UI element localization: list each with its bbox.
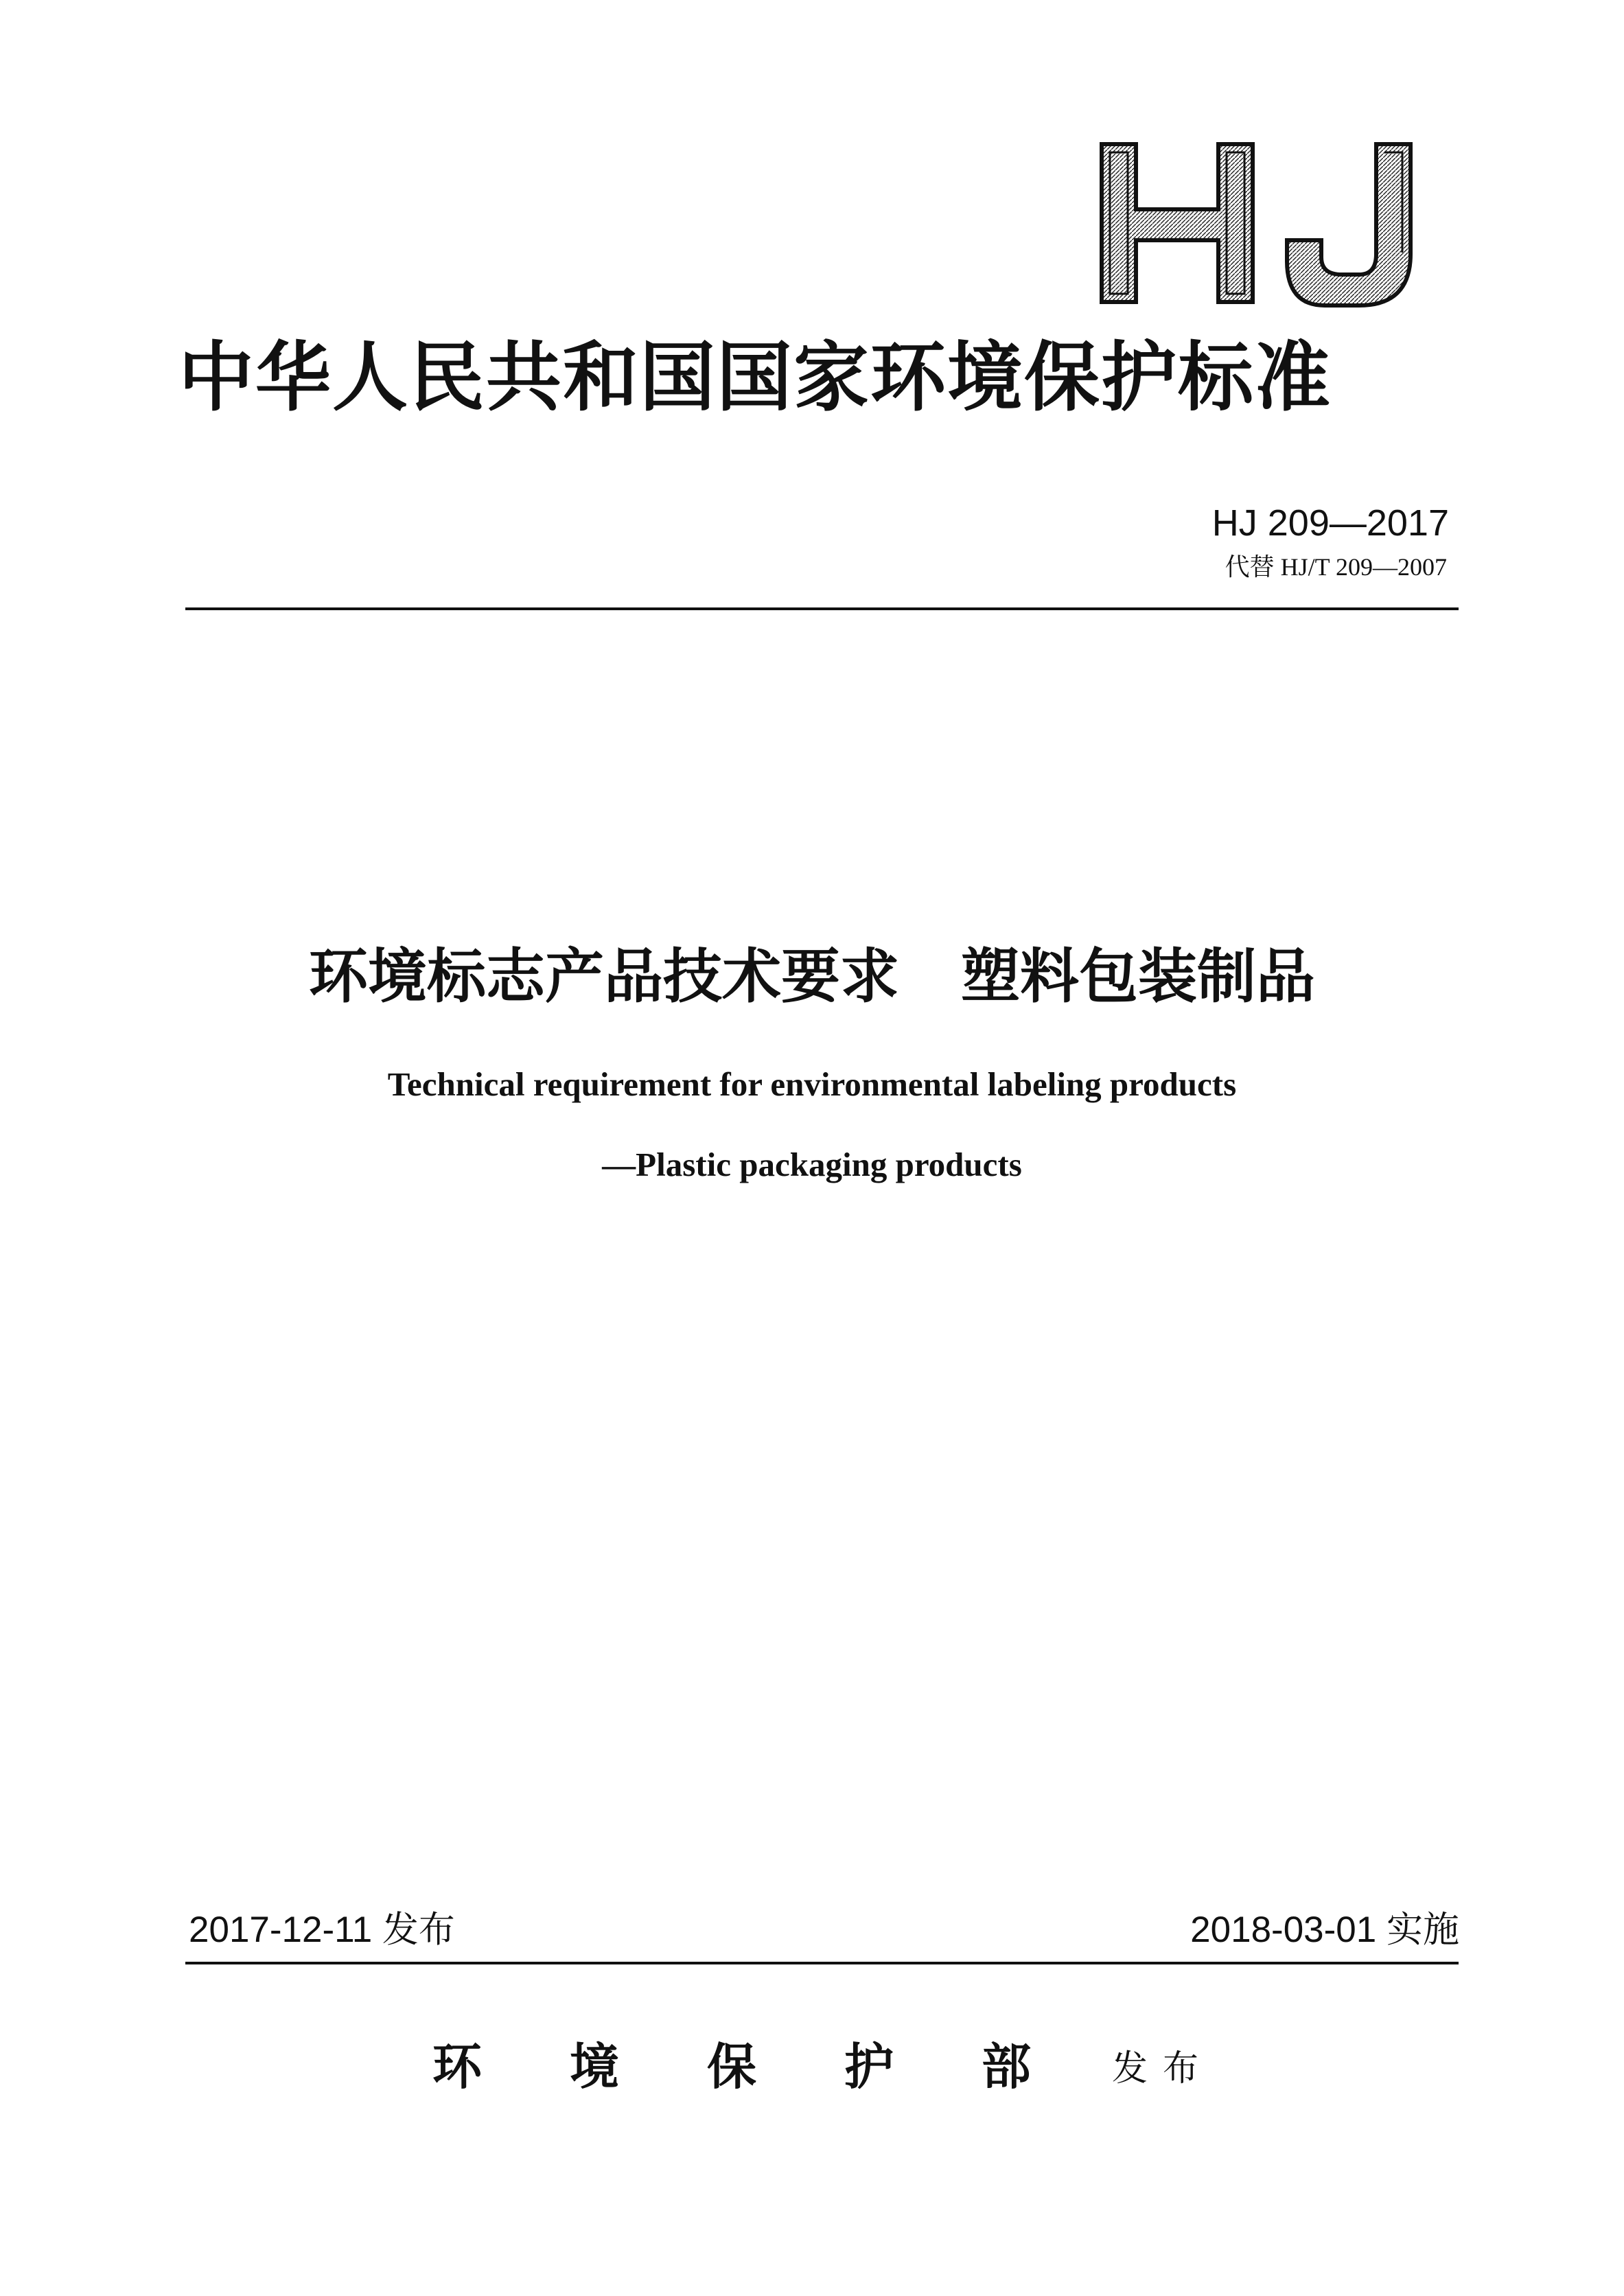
hj-logo: [1095, 137, 1424, 309]
standard-number: HJ 209—2017: [1211, 502, 1449, 544]
footer-divider: [185, 1962, 1459, 1964]
document-subtitle-en: —Plastic packaging products: [602, 1146, 1022, 1183]
header-divider: [185, 607, 1459, 610]
issue-date: 2017-12-11 发布: [189, 1910, 455, 1950]
implementation-date: 2018-03-01 实施: [1190, 1910, 1459, 1950]
replaced-standard: 代替 HJ/T 209—2007: [1225, 553, 1447, 581]
standard-series-title: 中华人民共和国国家环境保护标准: [178, 333, 1332, 421]
document-title-cn-part2: 塑料包装制品: [961, 942, 1315, 1011]
issuing-label: 发布: [1112, 2048, 1214, 2089]
issuing-authority: 环境保护部: [432, 2037, 1120, 2096]
document-title-cn-part1: 环境标志产品技术要求: [309, 942, 899, 1011]
document-title-en: Technical requirement for environmental labeling products: [387, 1065, 1237, 1103]
document-title-cn: [0, 942, 1624, 1011]
